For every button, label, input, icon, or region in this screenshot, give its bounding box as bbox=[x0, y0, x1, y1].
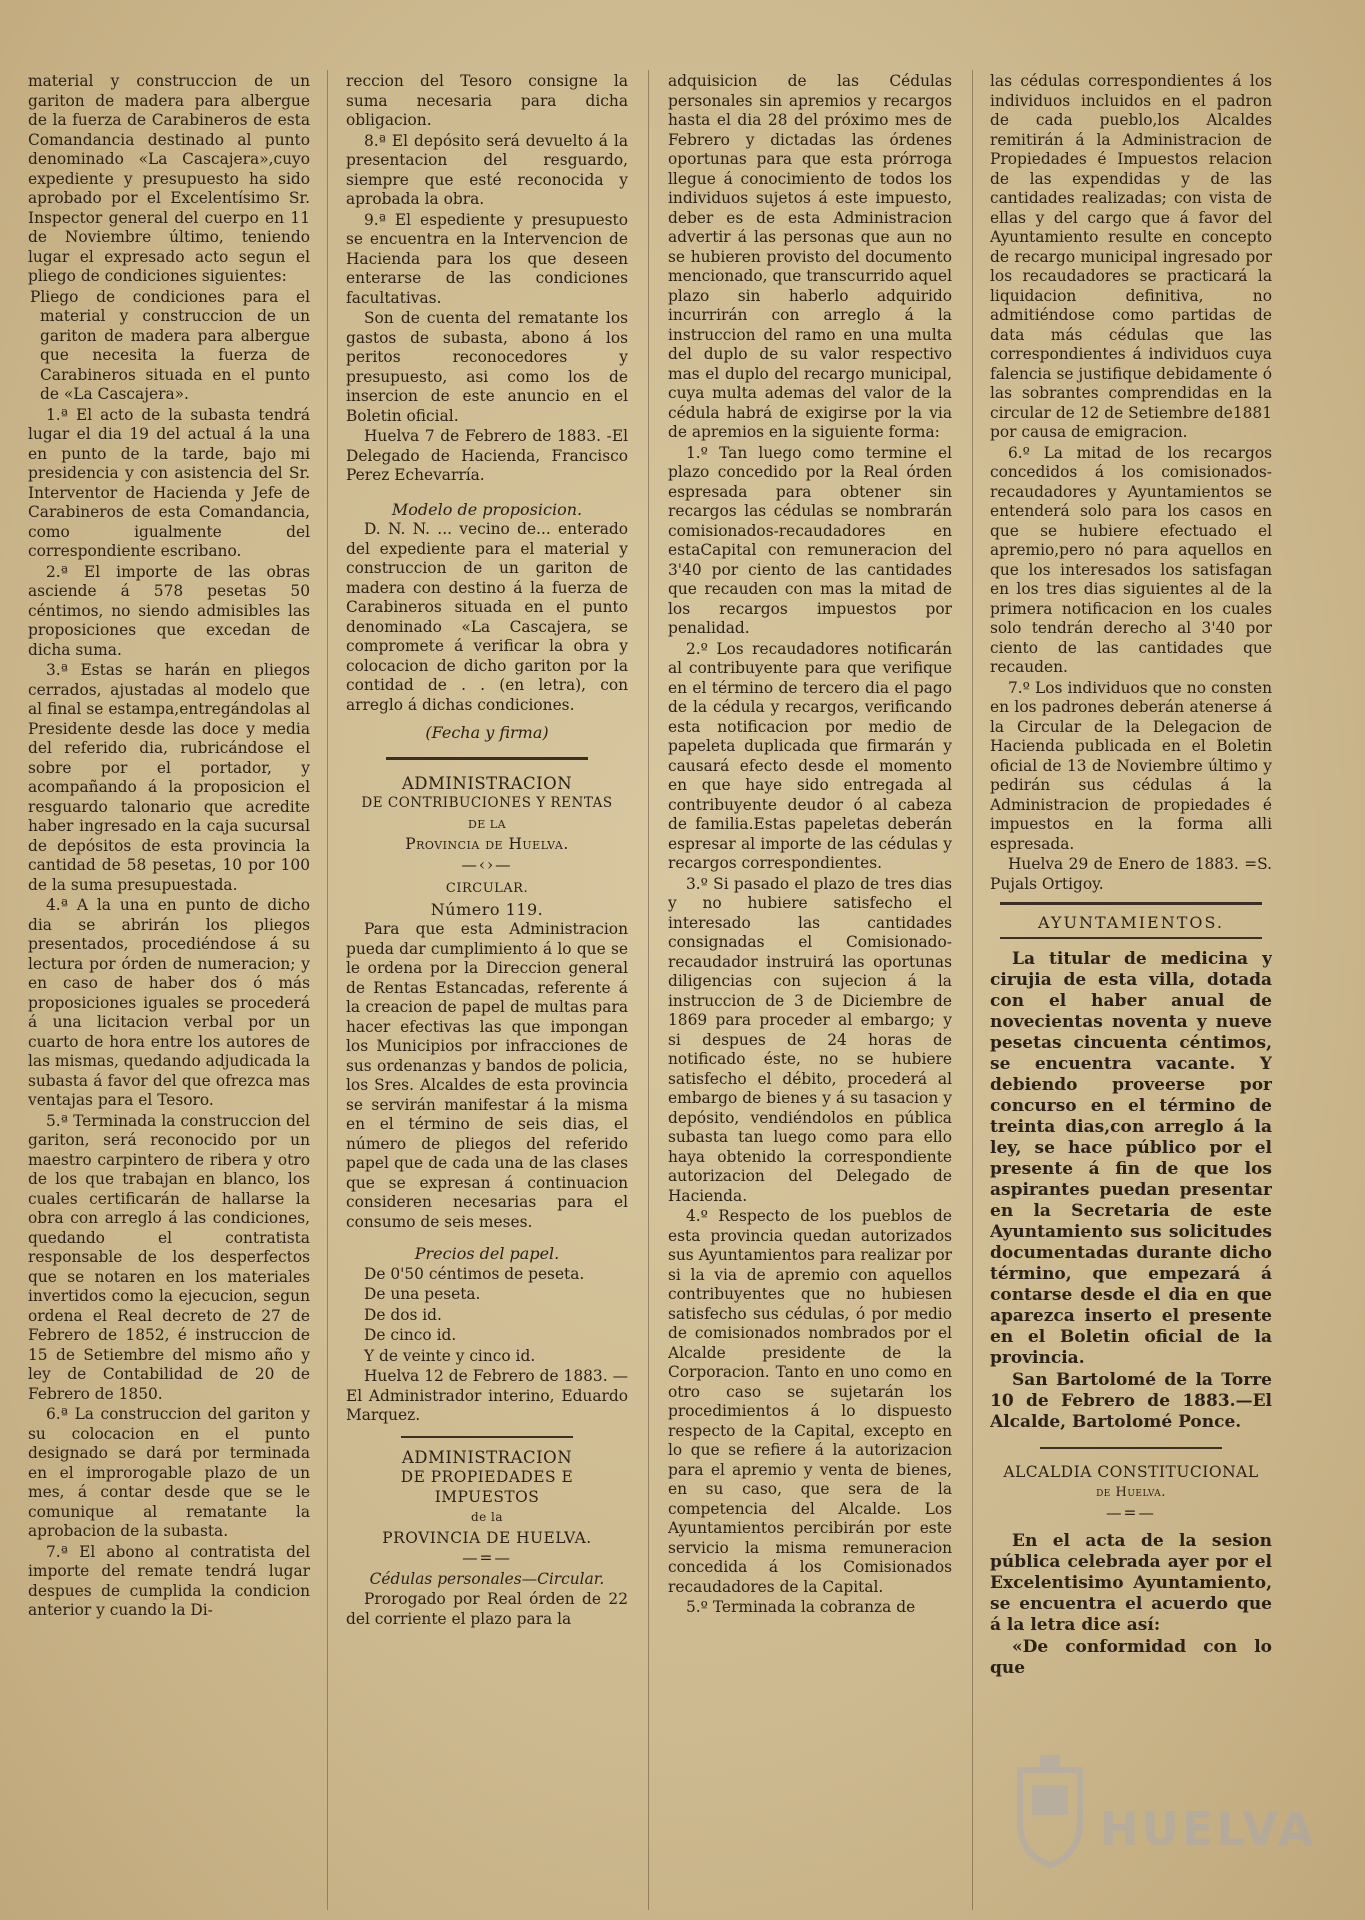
circular-text: Para que esta Administracion pueda dar cumplimiento á lo que se le ordena por la Direccion general de Rentas Estancadas, referente á la creacion de papel de multas para hacer efectivas las que impongan los Municipios por infracciones de sus ordenanzas y bandos de policia, los Sres. Alcaldes de esta provincia se servirán manifestar á la misma en el término de seis dias, el número de pliegos del referido papel que de cada una de las clases que se expresan á continuacion consideren necesarias para el consumo de seis meses. bbox=[346, 920, 628, 1231]
condition-8: 8.ª El depósito será devuelto á la presentacion del resguardo, siempre que esté reconocida y aprobada la obra. bbox=[346, 131, 628, 208]
separator bbox=[401, 1436, 573, 1438]
separator bbox=[1040, 1447, 1222, 1449]
rule-5: 5.º Terminada la cobranza de bbox=[686, 1598, 916, 1616]
column-rule bbox=[327, 70, 328, 1910]
section-heading: DE LA bbox=[467, 817, 507, 831]
paragraph: Son de cuenta del rematante los gastos de subasta, abono á los peritos reconocedores y presupuesto, asi como los de insercion de este anuncio en el Boletin oficial. bbox=[346, 309, 628, 425]
circular-label: CIRCULAR. bbox=[445, 881, 529, 896]
rule-2: 2.º Los recaudadores notificarán al contribuyente para que verifique en el término de tercero dia el pago de la cédula y recargos, verificando esta notificacion por medio de papeleta duplicada que firmarán y causará efecto desde el momento en que haye sido entregada al contribuyente deudor ó al cabeza de familia.Estas papeletas deberán espresar al importe de las cédulas y recargos correspondientes. bbox=[668, 639, 952, 872]
ornament: —=— bbox=[1106, 1503, 1156, 1522]
column-1 bbox=[28, 72, 310, 1907]
column-3 bbox=[668, 72, 952, 1907]
section-heading: DE PROPIEDADES E IMPUESTOS bbox=[400, 1468, 574, 1506]
section-heading: AYUNTAMIENTOS. bbox=[1038, 913, 1224, 932]
section-subtitle: Cédulas personales—Circular. bbox=[369, 1569, 605, 1588]
column-4 bbox=[990, 72, 1272, 1907]
separator bbox=[1000, 937, 1262, 939]
price-item: De una peseta. bbox=[364, 1285, 481, 1303]
section-heading: DE CONTRIBUCIONES Y RENTAS bbox=[361, 795, 613, 811]
watermark-logo bbox=[1010, 1740, 1317, 1890]
condition-1: 1.ª El acto de la subasta tendrá lugar el dia 19 del actual á la una en punto de la tarde, bajo mi presidencia y con asistencia del Sr. Interventor de Hacienda y Jefe de Carabineros de esta Comandancia, como igualmente del correspondiente escribano. bbox=[28, 405, 310, 560]
signature: Huelva 7 de Febrero de 1883. -El Delegado de Hacienda, Francisco Perez Echevarría. bbox=[346, 427, 628, 484]
rule-3: 3.º Si pasado el plazo de tres dias y no hubiere satisfecho el interesado las cantidades consignadas el Comisionado-recaudador instruirá las oportunas diligencias con sujecion á la instruccion de 3 de Diciembre de 1869 para proceder al embargo; y si despues de 24 horas de notificado éste, no se hubiere satisfecho el débito, procederá al embargo de bienes y á su tasacion y depósito, vendiéndolos en pública subasta tan luego como para ello haya obtenido la correspondiente autorizacion del Delegado de Hacienda. bbox=[668, 874, 952, 1205]
circular-number: Número 119. bbox=[430, 899, 544, 919]
section-heading: de la bbox=[470, 1510, 504, 1524]
section-heading: ALCALDIA CONSTITUCIONAL bbox=[1003, 1462, 1259, 1481]
condition-5: 5.ª Terminada la construccion del gariton, será reconocido por un maestro carpintero de ribera y otro de los que trabajan en blanco, los cuales certificarán de hallarse la obra con arreglo á las condiciones, quedando el contratista responsable de los desperfectos que se notaren en los materiales invertidos como la ejecucion, segun ordena el Real decreto de 27 de Febrero de 1852, é instruccion de 15 de Setiembre del mismo año y ley de Contabilidad de 20 de Febrero de 1850. bbox=[28, 1111, 310, 1403]
section-heading: ADMINISTRACION bbox=[401, 773, 573, 793]
fecha-firma: (Fecha y firma) bbox=[425, 723, 549, 742]
condition-4: 4.ª A la una en punto de dicho dia se abrirán los pliegos presentados, procediéndose á su lectura por órden de numeracion; y en caso de haber dos ó más proposiciones iguales se procederá á una licitacion verbal por un cuarto de hora entre los autores de las mismas, quedando adjudicada la subasta á favor del que ofrezca mas ventajas para el Tesoro. bbox=[28, 896, 310, 1109]
ornament: —‹›— bbox=[461, 855, 513, 874]
signature: San Bartolomé de la Torre 10 de Febrero de 1883.—El Alcalde, Bartolomé Ponce. bbox=[990, 1369, 1272, 1432]
precios-title: Precios del papel. bbox=[414, 1244, 560, 1263]
condition-2: 2.ª El importe de las obras asciende á 578 pesetas 50 céntimos, no siendo admisibles las proposiciones que excedan de dicha suma. bbox=[28, 562, 310, 659]
pliego-heading: Pliego de condiciones para el material y construccion de un gariton de madera para albergue que necesita la fuerza de Carabineros situada en el punto de «La Cascajera». bbox=[30, 287, 310, 403]
price-item: De cinco id. bbox=[364, 1326, 457, 1344]
condition-9: 9.ª El espediente y presupuesto se encuentra en la Intervencion de Hacienda para los que deseen enterarse de las condiciones facultativas. bbox=[346, 210, 628, 307]
signature: Huelva 12 de Febrero de 1883. — El Administrador interino, Eduardo Marquez. bbox=[346, 1367, 628, 1424]
price-item: Y de veinte y cinco id. bbox=[364, 1346, 536, 1365]
section-subtitle: de Huelva. bbox=[1096, 1485, 1166, 1500]
ayuntamiento-text: La titular de medicina y cirujia de esta villa, dotada con el haber anual de novecientas noventa y nueve pesetas cincuenta céntimos, se encuentra vacante. Y debiendo proveerse por concurso en el término de treinta dias,con arreglo á la ley, se hace público por el presente á fin de que los aspirantes puedan presentar en la Secretaria de este Ayuntamiento sus solicitudes documentadas durante dicho término, que empezará á contarse desde el dia en que aparezca inserto el presente en el Boletin oficial de la provincia. bbox=[990, 948, 1272, 1368]
section-heading: Provincia de Huelva. bbox=[405, 835, 569, 853]
watermark-text: HUELVA bbox=[1100, 1802, 1317, 1856]
crest-icon bbox=[1010, 1750, 1090, 1870]
separator bbox=[386, 757, 588, 760]
paragraph: reccion del Tesoro consigne la suma necesaria para dicha obligacion. bbox=[346, 72, 628, 129]
separator bbox=[1000, 902, 1262, 905]
rule-1: 1.º Tan luego como termine el plazo concedido por la Real órden espresada para obtener sin recargos las cédulas se nombrarán comisionados-recaudadores en estaCapital con remuneracion del 3'40 por ciento de las cantidades que recauden con mas la mitad de los recargos impuestos por penalidad. bbox=[668, 443, 952, 637]
condition-6: 6.ª La construccion del gariton y su colocacion en el punto designado se dará por terminada en el improrogable plazo de un mes, á contar desde que se le comunique al rematante la aprobacion de la subasta. bbox=[28, 1405, 310, 1540]
paragraph: material y construccion de un gariton de madera para albergue de la fuerza de Carabineros de esta Comandancia destinado al punto denominado «La Cascajera»,cuyo expediente y presupuesto ha sido aprobado por el Excelentísimo Sr. Inspector general del cuerpo en 11 de Noviembre último, teniendo lugar el expresado acto segun el pliego de condiciones siguientes: bbox=[28, 72, 310, 285]
column-rule bbox=[972, 70, 973, 1910]
paragraph: Prorogado por Real órden de 22 del corriente el plazo para la bbox=[346, 1590, 628, 1628]
signature: Huelva 29 de Enero de 1883. =S. Pujals Ortigoy. bbox=[990, 855, 1272, 893]
column-rule bbox=[648, 70, 649, 1910]
paragraph: adquisicion de las Cédulas personales sin apremios y recargos hasta el dia 28 del próximo mes de Febrero y dictadas las órdenes oportunas para que esta prórroga llegue á conocimiento de todos los individuos sujetos á este impuesto, deber es de esta Administracion advertir á las personas que aun no se hubieren provisto del documento mencionado, que transcurrido aquel plazo sin haberlo adquirido incurrirán con arreglo á la instruccion del ramo en una multa del duplo de su valor respectivo mas el duplo del recargo municipal, cuya multa ademas del valor de la cédula habrá de exigirse por la via de apremios en la siguiente forma: bbox=[668, 72, 952, 441]
rule-4: 4.º Respecto de los pueblos de esta provincia quedan autorizados sus Ayuntamientos para realizar por si la via de apremio con aquellos contribuyentes que no hubiesen satisfecho sus cédulas, ó por medio de comisionados nombrados por el Alcalde presidente de la Corporacion. Tanto en uno como en otro caso se sujetarán los procedimientos á lo dispuesto respecto de la Capital, excepto en lo que se refiere á la autorizacion para el apremio y venta de bienes, en su caso, que sera de la competencia del Alcalde. Los Ayuntamientos percibirán por este servicio la misma remuneracion concedida á los Comisionados recaudadores de la Capital. bbox=[668, 1207, 952, 1596]
modelo-text: D. N. N. ... vecino de... enterado del expediente para el material y construccion de un gariton de madera con destino á la fuerza de Carabineros situada en el punto denominado «La Cascajera, se compromete á verificar la obra y colocacion de dicho gariton por la contidad de . . (en letra), con arreglo á dichas condiciones. bbox=[346, 520, 628, 714]
paragraph: las cédulas correspondientes á los individuos incluidos en el padron de cada pueblo,los Alcaldes remitirán á la Administracion de Propiedades é Impuestos relacion de las expendidas y de las cantidades realizadas; con vista de ellas y del cargo que á favor del Ayuntamiento resulte en concepto de recargo municipal ingresado por los recaudadores se practicará la liquidacion definitiva, no admitiéndose como partidas de data más cédulas que las correspondientes á individuos cuya falencia se justifique debidamente ó las sobrantes comprendidas en la circular de 12 de Setiembre de1881 por causa de emigracion. bbox=[990, 72, 1272, 441]
alcaldia-text: En el acta de la sesion pública celebrada ayer por el Excelentisimo Ayuntamiento, se encuentra el acuerdo que á la letra dice así: bbox=[990, 1531, 1272, 1635]
price-item: De dos id. bbox=[364, 1305, 442, 1324]
price-item: De 0'50 céntimos de peseta. bbox=[364, 1264, 585, 1283]
section-heading: ADMINISTRACION bbox=[401, 1447, 573, 1467]
section-heading: PROVINCIA DE HUELVA. bbox=[382, 1528, 592, 1547]
condition-3: 3.ª Estas se harán en pliegos cerrados, ajustadas al modelo que al final se estampa,entregándolas al Presidente desde las doce y media del referido dia, rubricándose el sobre por el portador, y acompañando á la proposicion el resguardo talonario que acredite haber ingresado en la caja sucursal de depósitos de esta provincia la cantidad de 58 pesetas, 10 por 100 de la suma presupuestada. bbox=[28, 661, 310, 894]
rule-6: 6.º La mitad de los recargos concedidos á los comisionados-recaudadores y Ayuntamientos se entenderá solo para los casos en que se hubiere efectuado el apremio,pero nó para aquellos en que los interesados los satisfagan en los tres dias siguientes al de la primera notificacion en los cuales solo tendrán derecho al 3'40 por ciento de las cantidades que recauden. bbox=[990, 443, 1272, 676]
condition-7: 7.ª El abono al contratista del importe del remate tendrá lugar despues de cumplida la condicion anterior y cuando la Di- bbox=[28, 1542, 310, 1619]
column-2 bbox=[346, 72, 628, 1907]
ornament: —=— bbox=[462, 1549, 512, 1567]
alcaldia-quote: «De conformidad con lo que bbox=[990, 1637, 1272, 1678]
rule-7: 7.º Los individuos que no consten en los padrones deberán atenerse á la Circular de la Delegacion de Hacienda publicada en el Boletin oficial de 13 de Noviembre último y pedirán sus cédulas á la Administracion de propiedades é impuestos en la forma alli espresada. bbox=[990, 678, 1272, 853]
modelo-title: Modelo de proposicion. bbox=[391, 499, 583, 519]
